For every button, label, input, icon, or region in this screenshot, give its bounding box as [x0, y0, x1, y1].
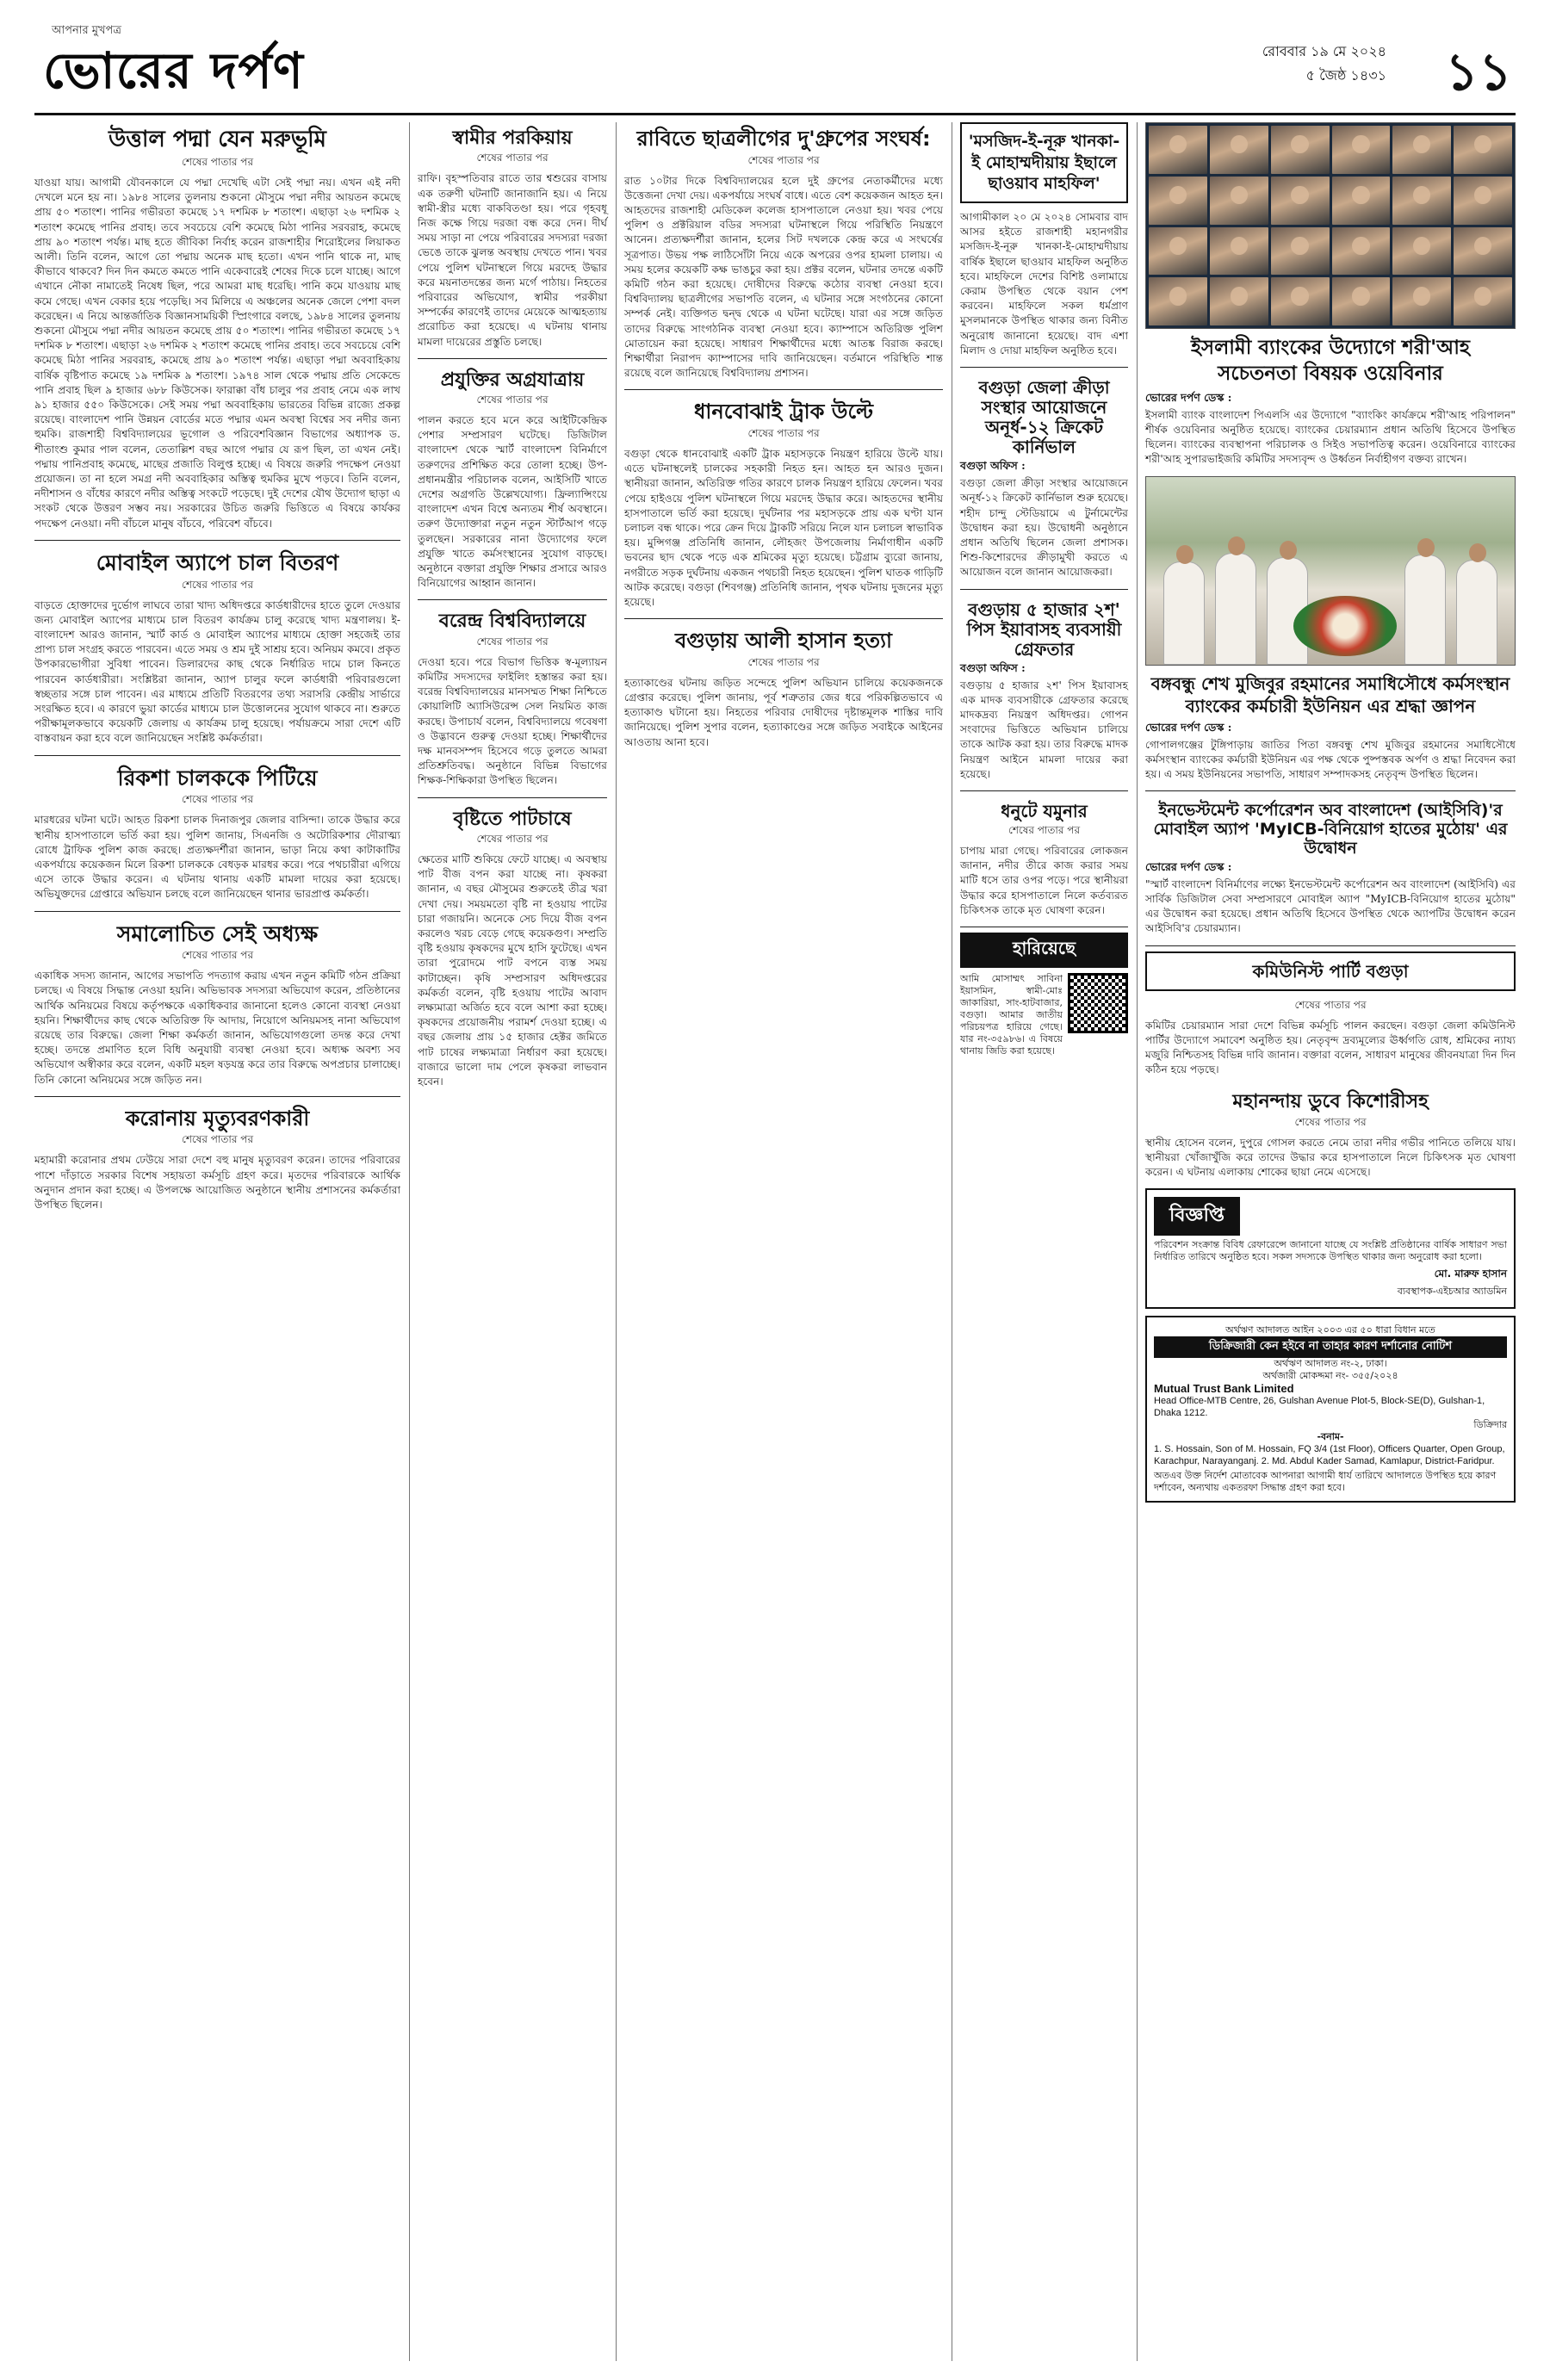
participant-thumbnail [1271, 126, 1330, 174]
day-date: রোববার ১৯ মে ২০২৪ [1262, 43, 1386, 59]
headline: প্রযুক্তির অগ্রযাত্রায় [440, 369, 585, 391]
participant-thumbnail [1332, 277, 1391, 325]
article-body: বগুড়ায় ৫ হাজার ২শ' পিস ইয়াবাসহ এক মাদক ব্যবসায়ীকে গ্রেফতার করেছে মাদকদ্রব্য নিয়ন্ত্রণ অধিদপ্তর। গোপন সংবাদের ভিত্তিতে অভিযান চালিয়ে তাকে আটক করা হয়। তার বিরুদ্ধে মাদক নিয়ন্ত্রণ আইনে মামলা দায়ের করা হয়েছে। [960, 679, 1128, 780]
headline: বগুড়ায় ৫ হাজার ২শ' পিস ইয়াবাসহ ব্যবসায়ী গ্রেফতার [966, 598, 1122, 660]
column-divider [409, 122, 410, 2361]
participant-thumbnail [1392, 277, 1451, 325]
headline: বগুড়ায় আলী হাসান হত্যা [675, 629, 892, 654]
article-body: রাত ১০টার দিকে বিশ্ববিদ্যালয়ের হলে দুই গ্রুপের নেতাকর্মীদের মধ্যে উত্তেজনা দেখা দেয়। একপর্যায়ে সংঘর্ষ বাধে। এতে বেশ কয়েকজন আহত হন। আহতদের রাজশাহী মেডিকেল কলেজ হাসপাতালে নেওয়া হয়। খবর পেয়ে পুলিশ ও প্রক্টরিয়াল বডির সদস্যরা ঘটনাস্থলে গিয়ে পরিস্থিতি নিয়ন্ত্রণে আনেন। প্রত্যক্ষদর্শীরা জানান, হলের সিট দখলকে কেন্দ্র করে এ সংঘর্ষের সূত্রপাত। উভয় পক্ষ লাঠিসোঁটা নিয়ে একে অপরের ওপর হামলা চালায়। এ সময় হলের কয়েকটি কক্ষ ভাঙচুর করা হয়। প্রক্টর বলেন, ঘটনার তদন্তে একটি কমিটি গঠন করা হয়েছে। দোষীদের বিরুদ্ধে কঠোর ব্যবস্থা নেওয়া হবে। বিশ্ববিদ্যালয় ছাত্রলীগের সভাপতি বলেন, এ ঘটনার সঙ্গে সংগঠনের কোনো সম্পর্ক নেই। ব্যক্তিগত দ্বন্দ্ব থেকে এ ঘটনা ঘটেছে। যারা এর সঙ্গে জড়িত তাদের বিরুদ্ধে সাংগঠনিক ব্যবস্থা নেওয়া হবে। ক্যাম্পাসে অতিরিক্ত পুলিশ মোতায়েন করা হয়েছে। সাধারণ শিক্ষার্থীদের মধ্যে আতঙ্ক বিরাজ করছে। শিক্ষার্থীরা নিরাপদ ক্যাম্পাসের দাবি জানিয়েছেন। বর্তমানে পরিস্থিতি শান্ত রয়েছে বলে জানিয়েছে বিশ্ববিদ্যালয় প্রশাসন। [624, 174, 943, 380]
participant-thumbnail [1149, 227, 1207, 276]
participant-thumbnail [1210, 227, 1268, 276]
article-body: রাফি। বৃহস্পতিবার রাতে তার শ্বশুরের বাসায় এক তরুণী ঘটনাটি জানাজানি হয়। এ নিয়ে স্বামী-স্ত্রীর মধ্যে বাকবিতণ্ডা হয়। পরে গৃহবধূ নিজ কক্ষে গিয়ে দরজা বন্ধ করে দেন। দীর্ঘ সময় সাড়া না পেয়ে পরিবারের সদস্যরা দরজা ভেঙে তাকে ঝুলন্ত অবস্থায় দেখতে পান। খবর পেয়ে পুলিশ ঘটনাস্থলে গিয়ে মরদেহ উদ্ধার করে ময়নাতদন্তের জন্য মর্গে পাঠায়। নিহতের পরিবারের অভিযোগ, স্বামীর পরকীয়া সম্পর্কের কারণেই তাদের মেয়েকে আত্মহত্যায় প্ররোচিত করা হয়েছে। এ ঘটনায় থানায় মামলা দায়েরের প্রস্তুতি চলছে। [418, 172, 607, 348]
defendant-details: 1. S. Hossain, Son of M. Hossain, FQ 3/4 (1st Floor), Officers Quarter, Open Group, Karachpur, Narayanganj. 2. Md. Abdul Kader Samad, Kamlapur, District-Faridpur. [1154, 1444, 1505, 1467]
notice-box [1145, 1188, 1516, 1309]
divider [34, 540, 400, 541]
headline: মহানন্দায় ডুবে কিশোরীসহ [1232, 1091, 1429, 1113]
story-mahananda [1145, 1086, 1516, 1180]
article-body: পালন করতে হবে মনে করে আইটিকেন্দ্রিক পেশার সম্প্রসারণ ঘটেছে। ডিজিটাল বাংলাদেশ থেকে স্মার্ট বাংলাদেশ বিনির্মাণে তরুণদের প্রশিক্ষিত করে তোলা হচ্ছে। উপ-প্রধানমন্ত্রীর পরিচালক বলেন, আইসিটি খাতে দেশের অগ্রগতি উল্লেখযোগ্য। ফ্রিল্যান্সিংয়ে বাংলাদেশ এখন বিশ্বে অন্যতম শীর্ষ অবস্থানে। তরুণ উদ্যোক্তারা নতুন নতুন স্টার্টআপ গড়ে তুলছেন। সরকারের নানা উদ্যোগের ফলে প্রযুক্তি খাতে কর্মসংস্থানের সুযোগ বাড়ছে। অনুষ্ঠানে বক্তারা প্রযুক্তি শিক্ষার প্রসারে আরও বিনিয়োগের আহ্বান জানান। [418, 414, 607, 590]
plaintiff-address: Head Office-MTB Centre, 26, Gulshan Avenue Plot-5, Block-SE(D), Gulshan-1, Dhaka 1212. [1154, 1396, 1485, 1419]
person-figure [1456, 560, 1497, 665]
divider [624, 389, 943, 390]
story-ali-hasan-murder [624, 624, 943, 750]
byline: ভোরের দর্পণ ডেস্ক : [1145, 720, 1232, 734]
story-technology [418, 364, 607, 592]
bangla-date: ৫ জৈষ্ঠ ১৪৩১ [1305, 67, 1386, 84]
byline: বগুড়া অফিস : [960, 660, 1026, 674]
continued-label: শেষের পাতার পর [181, 1133, 254, 1146]
column-4 [960, 122, 1128, 1057]
article-body: যাওয়া যায়। আগামী যৌবনকালে যে পদ্মা দেখেছি এটা সেই পদ্মা নয়। এখন এই নদী দেখলে মনে হয় না। ১৯৮৪ সালের তুলনায় শুকনো মৌসুমে পদ্মা নদীর আয়তন কমেছে প্রায় ৫০ শতাংশ। পানির গভীরতা কমেছে ১৭ দশমিক ৮ শতাংশ। এছাড়া ২৬ দশমিক ২ শতাংশ কমেছে পানির প্রবাহ। তবে সবচেয়ে বেশি কমেছে মিঠা পানির সরবরাহ, কমেছে প্রায় ৯০ শতাংশ পর্যন্ত। মাছ হতে জীবিকা নির্বাহ করেন রাজশাহীর শিরোইলের লিয়াকত আলী। তিনি বলেন, আগে তো পদ্মায় অনেক মাছ হতো। এখন পানি থাকে না, মাছ কীভাবে থাকবে? দিন দিন কমতে কমতে পানি একেবারেই শেষের দিকে চলে যাচ্ছে। আগে এখানে নৌকা নামাতেই নিষেধ ছিল, পরে আমরা মাছ ধরেছি। পানি কমে যাওয়ায় মাছ কমে গেছে। এখন বেকার হয়ে পড়েছি। সব মিলিয়ে এ অঞ্চলের অনেক জেলে পেশা বদল করেছেন। এ নিয়ে আন্তর্জাতিক বিজ্ঞানসাময়িকী স্প্রিংগারে বলছে, ১৯৮৪ সালের তুলনায় শুকনো মৌসুমে পদ্মা নদীর আয়তন কমেছে প্রায় ৫০ শতাংশ। পানির গভীরতা কমেছে ১৭ দশমিক ৮ শতাংশ। এছাড়া ২৬ দশমিক ২ শতাংশ কমেছে পানির প্রবাহ। তবে সবচেয়ে বেশি কমেছে মিঠা পানির সরবরাহ, কমেছে প্রায় ৯০ শতাংশ পর্যন্ত। এছাড়া পদ্মা অববাহিকায় বার্ষিক বৃষ্টিপাত কমেছে ১৯ দশমিক ৯ শতাংশ। ১৯৭৪ সাল থেকে পদ্মায় প্রতি সেকেন্ডে পানি প্রবাহ ছিল ৯ হাজার ৬৮৮ কিউসেক। ফারাক্কা বাঁধ চালুর পর প্রবাহ নেমে এক লাখ ৯১ হাজার ৫৫০ কিউসেকে। সেই সময় পদ্মা অববাহিকায় ভারতের বিভিন্ন রাজ্যে প্রকল্প রয়েছে। বাংলাদেশ পানি উন্নয়ন বোর্ডের মতে পদ্মার এমন অবস্থা বিশ্বের সব নদীর জন্য হুমকি। রাজশাহী বিশ্ববিদ্যালয়ের ভূগোল ও পরিবেশবিজ্ঞান বিভাগের অধ্যাপক ড. শীতাংশু কুমার পাল বলেন, তেতাল্লিশ বছর আগে পদ্মার যে রূপ ছিল, তা এখন নেই। পদ্মায় পানিপ্রবাহ কমেছে, মাছের প্রজাতি বিলুপ্ত হচ্ছে। এ বিষয়ে জরুরি পদক্ষেপ নেওয়া প্রয়োজন। তা না হলে সমগ্র নদী অববাহিকার অস্তিত্ব হুমকির মুখে পড়বে। তিনি বলেন, নদীশাসন ও বাঁধের কারণে নদীর অস্তিত্ব সংকটে পড়েছে। দুই দেশের যৌথ উদ্যোগ ছাড়া এ সংকট থেকে উত্তরণ সম্ভব নয়। সরকারের উচিত জরুরি ভিত্তিতে এ বিষয়ে কার্যকর পদক্ষেপ নেওয়া। নদী বাঁচলে মানুষ বাঁচবে, পরিবেশ বাঁচবে। [34, 176, 400, 530]
divider [34, 1096, 400, 1097]
article-body: "স্মার্ট বাংলাদেশ বিনির্মাণের লক্ষ্যে ইনভেস্টমেন্ট কর্পোরেশন অব বাংলাদেশ (আইসিবি) এর সার্বিক ডিজিটাল সেবা সম্প্রসারণে মোবাইল অ্যাপ "MyICB-বিনিয়োগ হাতের মুঠোয়" এর উদ্বোধন করা হয়েছে। প্রধান অতিথি হিসেবে উপস্থিত থেকে অ্যাপটির উদ্বোধন করেন আইসিবি'র চেয়ারম্যান। [1145, 877, 1516, 935]
headline-boxed: কমিউনিস্ট পার্টি বগুড়া [1145, 951, 1516, 991]
participant-thumbnail [1271, 277, 1330, 325]
legal-intro: অর্থঋণ আদালত আইন ২০০৩ এর ৫০ ধারা বিধান মতে [1225, 1324, 1435, 1336]
story-husband-affair [418, 122, 607, 350]
story-cricket-carnival [960, 373, 1128, 580]
masthead-tagline: আপনার মুখপত্র [52, 24, 121, 37]
headline: ধনুটে যমুনার [1001, 800, 1088, 821]
story-corona [34, 1102, 400, 1212]
plaintiff-role: ডিক্রিদার [1473, 1419, 1507, 1431]
continued-label: শেষের পাতার পর [1008, 823, 1081, 836]
continued-label: শেষের পাতার পর [181, 793, 254, 806]
article-body: দেওয়া হবে। পরে বিভাগ ভিত্তিক স্ব-মূল্যায়ন কমিটির সদস্যদের ফাইলিং হস্তান্তর করা হয়। বরেন্দ্র বিশ্ববিদ্যালয়ের মানসম্মত শিক্ষা নিশ্চিতে কোয়ালিটি অ্যাসিউরেন্স সেল নিয়মিত কাজ করছে। উপাচার্য বলেন, বিশ্ববিদ্যালয়ে গবেষণা ও উদ্ভাবনে গুরুত্ব দেওয়া হচ্ছে। শিক্ষার্থীদের দক্ষ মানবসম্পদ হিসেবে গড়ে তুলতে আমরা প্রতিশ্রুতিবদ্ধ। অনুষ্ঠানে বিভিন্ন বিভাগের শিক্ষক-শিক্ষিকারা উপস্থিত ছিলেন। [418, 655, 607, 787]
headline: ইনভেস্টমেন্ট কর্পোরেশন অব বাংলাদেশ (আইসিবি)'র মোবাইল অ্যাপ 'MyICB-বিনিয়োগ হাতের মুঠোয়' এর উদ্বোধন [1153, 801, 1508, 858]
story-padma [34, 122, 400, 531]
story-principal [34, 917, 400, 1088]
participant-thumbnail [1332, 177, 1391, 225]
column-divider [616, 122, 617, 2361]
headline-boxed: 'মসজিদ-ই-নূরু খানকা-ই মোহাম্মদীয়ায় ইছালে ছাওয়াব মাহফিল' [960, 122, 1128, 203]
date-block [1262, 40, 1386, 88]
divider [418, 358, 607, 359]
wreath-icon [1293, 596, 1397, 656]
story-icb-app [1145, 796, 1516, 936]
participant-thumbnail [1149, 277, 1207, 325]
plaintiff-name: Mutual Trust Bank Limited [1154, 1382, 1294, 1396]
participant-thumbnail [1210, 177, 1268, 225]
article-body: ইসলামী ব্যাংক বাংলাদেশ পিএলসি এর উদ্যোগে "ব্যাংকিং কার্যক্রমে শরী'আহ পরিপালন" শীর্ষক ওয়েবিনার অনুষ্ঠিত হয়েছে। ব্যাংকের চেয়ারম্যান প্রধান অতিথি হিসেবে উপস্থিত ছিলেন। ব্যাংকের ব্যবস্থাপনা পরিচালক ও সিইও সভাপতিত্ব করেন। ওয়েবিনারে ব্যাংকের শরী'আহ সুপারভাইজরি কমিটির সদস্যবৃন্দ ও উর্ধ্বতন নির্বাহীগণ বক্তব্য রাখেন। [1145, 408, 1516, 466]
column-2 [418, 122, 607, 1098]
qr-code-icon [1068, 973, 1128, 1033]
divider [34, 911, 400, 912]
headline: রিকশা চালককে পিটিয়ে [117, 765, 318, 790]
byline: ভোরের দর্পণ ডেস্ক : [1145, 390, 1232, 404]
continued-label: শেষের পাতার পর [476, 394, 549, 406]
article-body: চাপায় মারা গেছে। পরিবারের লোকজন জানান, নদীর তীরে কাজ করার সময় মাটি ধসে তার ওপর পড়ে। পরে স্থানীয়রা উদ্ধার করে হাসপাতালে নিলে কর্তব্যরত চিকিৎসক তাকে মৃত ঘোষণা করেন। [960, 844, 1128, 916]
article-body: ক্ষেতের মাটি শুকিয়ে ফেটে যাচ্ছে। এ অবস্থায় পাট বীজ বপন করা যাচ্ছে না। কৃষকরা জানান, এ বছর মৌসুমের শুরুতেই তীব্র খরা দেখা দেয়। সময়মতো বৃষ্টি না হওয়ায় পাটের চারা গজায়নি। অনেকে সেচ দিয়ে বীজ বপন করলেও খরচ বেড়ে গেছে কয়েকগুণ। সম্প্রতি বৃষ্টি হওয়ায় কৃষকদের মুখে হাসি ফুটেছে। এখন তারা পুরোদমে পাট বপনে ব্যস্ত সময় কাটাচ্ছেন। কৃষি সম্প্রসারণ অধিদপ্তরের কর্মকর্তা বলেন, বৃষ্টি হওয়ায় পাটের আবাদ লক্ষ্যমাত্রা অর্জিত হবে বলে আশা করা হচ্ছে। কৃষকদের প্রয়োজনীয় পরামর্শ দেওয়া হচ্ছে। এ বছর জেলায় প্রায় ১৫ হাজার হেক্টর জমিতে পাট চাষের লক্ষ্যমাত্রা নির্ধারণ করা হয়েছে। বাজারে ভালো দাম পেলে কৃষকরা লাভবান হবেন। [418, 852, 607, 1088]
participant-thumbnail [1454, 177, 1512, 225]
continued-label: শেষের পাতার পর [476, 635, 549, 648]
legal-title: ডিক্রিজারী কেন হইবে না তাহার কারণ দর্শানোর নোটিশ [1154, 1336, 1507, 1358]
participant-thumbnail [1149, 177, 1207, 225]
continued-label: শেষের পাতার পর [476, 832, 549, 845]
headline: মোবাইল অ্যাপে চাল বিতরণ [96, 549, 339, 575]
article-body: মহামারী করোনার প্রথম ঢেউয়ে সারা দেশে বহু মানুষ মৃত্যুবরণ করেন। তাদের পরিবারের পাশে দাঁড়াতে সরকার বিশেষ সহায়তা কর্মসূচি গ্রহণ করে। মৃতদের পরিবারকে আর্থিক অনুদান প্রদান করা হচ্ছে। এ উপলক্ষে আয়োজিত অনুষ্ঠানে স্থানীয় প্রশাসনের কর্মকর্তারা উপস্থিত ছিলেন। [34, 1154, 400, 1212]
lost-notice-body: আমি মোসাম্মৎ সাবিনা ইয়াসমিন, স্বামী-মোঃ জাকারিয়া, সাং-হাটবাজার, বগুড়া। আমার জাতীয় পরিচয়পত্র হারিয়ে গেছে। যার নং-৩৫৯৮৬। এ বিষয়ে থানায় জিডি করা হয়েছে। [960, 972, 1063, 1057]
participant-thumbnail [1332, 227, 1391, 276]
photo-caption-headline: বঙ্গবন্ধু শেখ মুজিবুর রহমানের সমাধিসৌধে কর্মসংস্থান ব্যাংকের কর্মচারী ইউনিয়ন এর শ্রদ্ধা জ্ঞাপন [1150, 672, 1510, 716]
headline: সমালোচিত সেই অধ্যক্ষ [116, 920, 319, 946]
story-karmasangsthan-bank [1145, 721, 1516, 783]
person-figure [1215, 553, 1256, 665]
lost-notice [960, 973, 1128, 1057]
divider [1145, 945, 1516, 946]
participant-thumbnail [1210, 126, 1268, 174]
continued-label: শেষের পাতার পর [1294, 1115, 1367, 1128]
participant-thumbnail [1454, 126, 1512, 174]
notice-signature: মো. মারুফ হাসান [1434, 1267, 1507, 1280]
story-mobile-app-rice [34, 546, 400, 747]
story-rickshaw [34, 761, 400, 902]
notice-body: পরিবেশন সংক্রান্ত বিবিধ রেফারেন্সে জানানো যাচ্ছে যে সংশ্লিষ্ট প্রতিষ্ঠানের বার্ষিক সাধারণ সভা নির্ধারিত তারিখে অনুষ্ঠিত হবে। সকল সদস্যকে উপস্থিত থাকার জন্য অনুরোধ করা হলো। [1154, 1239, 1507, 1263]
article-body: বাড়তে হোক্তাদের দুর্ভোগ লাঘবে তারা খাদ্য অধিদপ্তরে কার্ডধারীদের হাতে তুলে দেওয়ার জন্য মোবাইল অ্যাপের মাধ্যমে চাল বিতরণ কার্যক্রম চালু করেছে খাদ্য মন্ত্রণালয়। ই-বাংলাদেশ আরও জানান, স্মার্ট কার্ড ও মোবাইল অ্যাপের মাধ্যমে হোক্তা সহজেই তার প্রাপ্য চাল সংগ্রহ করতে পারবেন। এতে সময় ও শ্রম দুই সাশ্রয় হবে। অনিয়ম কমবে। প্রকৃত উপকারভোগীরা সুবিধা পাবেন। ডিলারদের কাছ থেকে নির্ধারিত দামে চাল কিনতে পারবেন কার্ডধারীরা। সংশ্লিষ্টরা জানান, অ্যাপ চালুর ফলে কার্ডধারী পরিবারগুলো স্বচ্ছতার সঙ্গে চাল পাবেন। এর মাধ্যমে প্রতিটি বিতরণের তথ্য সরাসরি কেন্দ্রীয় সার্ভারে সংরক্ষিত হবে। এ কারণে ভুয়া কার্ডের মাধ্যমে চাল উত্তোলনের সুযোগ থাকবে না। শুরুতে পরীক্ষামূলকভাবে কয়েকটি জেলায় এ কার্যক্রম চালু হয়েছে। পর্যায়ক্রমে সারা দেশে এটি বাস্তবায়ন করা হবে বলে জানিয়েছেন সংশ্লিষ্ট কর্মকর্তারা। [34, 598, 400, 745]
participant-thumbnail [1332, 126, 1391, 174]
story-yaba-arrest [960, 595, 1128, 782]
legal-case: অর্থজারী মোকদ্দমা নং- ৩৫৫/২০২৪ [1262, 1370, 1398, 1382]
tribute-photo [1145, 476, 1516, 666]
divider [1145, 790, 1516, 791]
legal-notice-box [1145, 1316, 1516, 1503]
continued-label: শেষের পাতার পর [181, 578, 254, 591]
story-rice-truck [624, 395, 943, 610]
article-body: বগুড়া জেলা ক্রীড়া সংস্থার আয়োজনে অনূর্ধ-১২ ক্রিকেট কার্নিভাল শুরু হয়েছে। শহীদ চান্দু স্টেডিয়ামে এ টুর্নামেন্টের উদ্বোধন করা হয়। উদ্বোধনী অনুষ্ঠানে প্রধান অতিথি ছিলেন জেলা প্রশাসক। শিশু-কিশোরদের ক্রীড়ামুখী করতে এ আয়োজন বলে জানান আয়োজকরা। [960, 477, 1128, 579]
headline: স্বামীর পরকিয়ায় [452, 127, 573, 149]
headline: ধানবোঝাই ট্রাক উল্টে [693, 400, 874, 425]
divider [960, 790, 1128, 791]
story-jute-rain [418, 803, 607, 1090]
newspaper-logo: ভোরের দর্পণ [43, 41, 304, 100]
person-figure [1163, 561, 1205, 665]
story-communist-party [1145, 951, 1516, 1078]
article-body: স্থানীয় হোসেন বলেন, দুপুরে গোসল করতে নেমে তারা নদীর গভীর পানিতে তলিয়ে যায়। স্থানীয়রা খোঁজাখুঁজি করে তাদের উদ্ধার করে হাসপাতালে নিলে চিকিৎসক মৃত ঘোষণা করেন। এ ঘটনায় এলাকায় শোকের ছায়া নেমে এসেছে। [1145, 1136, 1516, 1179]
participant-thumbnail [1392, 126, 1451, 174]
divider [34, 755, 400, 756]
article-body: মারধরের ঘটনা ঘটে। আহত রিকশা চালক দিনাজপুর জেলার বাসিন্দা। তাকে উদ্ধার করে স্থানীয় হাসপাতালে ভর্তি করা হয়। পুলিশ জানায়, সিএনজি ও অটোরিকশার দৌরাত্ম্য রোধে ট্রাফিক পুলিশ কাজ করছে। প্রত্যক্ষদর্শীরা জানান, ভাড়া নিয়ে কথা কাটাকাটির একপর্যায়ে কয়েকজন মিলে রিকশা চালককে বেধড়ক মারধর করে। পরে পথচারীরা এগিয়ে এসে তাকে উদ্ধার করেন। এ ঘটনায় থানায় একটি মামলা দায়ের করা হয়েছে। অভিযুক্তদের গ্রেপ্তারে অভিযান চলছে বলে জানিয়েছেন থানার ভারপ্রাপ্ত কর্মকর্তা। [34, 814, 400, 901]
column-3 [624, 122, 943, 759]
participant-thumbnail [1392, 177, 1451, 225]
participant-thumbnail [1454, 227, 1512, 276]
participant-thumbnail [1454, 277, 1512, 325]
story-barendra-university [418, 605, 607, 788]
byline: বগুড়া অফিস : [960, 459, 1026, 473]
headline: উত্তাল পদ্মা যেন মরুভূমি [108, 127, 326, 152]
column-divider [1137, 122, 1138, 2361]
byline: ভোরের দর্পণ ডেস্ক : [1145, 859, 1232, 873]
photo-caption-headline: ইসলামী ব্যাংকের উদ্যোগে শরী'আহ সচেতনতা বিষয়ক ওয়েবিনার [1190, 337, 1471, 385]
column-5 [1145, 122, 1516, 1503]
continued-label: শেষের পাতার পর [747, 427, 820, 440]
participant-thumbnail [1149, 126, 1207, 174]
story-rabi-clash [624, 122, 943, 381]
headline: রাবিতে ছাত্রলীগের দু'গ্রুপের সংঘর্ষ: [636, 127, 931, 151]
participant-thumbnail [1271, 177, 1330, 225]
notice-signature-title: ব্যবস্থাপক-এইচআর অ্যাডমিন [1397, 1286, 1507, 1298]
legal-footer: অতএব উক্ত নির্দেশ মোতাবেক আপনারা আগামী ধার্য তারিখে আদালতে উপস্থিত হয়ে কারণ দর্শাবেন, অন্যথায় একতরফা সিদ্ধান্ত গ্রহণ করা হবে। [1154, 1470, 1497, 1494]
continued-label: শেষের পাতার পর [181, 949, 254, 962]
story-dhunat-jamuna [960, 796, 1128, 918]
divider [960, 589, 1128, 590]
article-body: গোপালগঞ্জের টুঙ্গিপাড়ায় জাতির পিতা বঙ্গবন্ধু শেখ মুজিবুর রহমানের সমাধিসৌধে কর্মসংস্থান ব্যাংকের কর্মচারী ইউনিয়ন এর পক্ষ থেকে পুষ্পস্তবক অর্পণ ও শ্রদ্ধা নিবেদন করা হয়। এ সময় ইউনিয়নের সভাপতি, সাধারণ সম্পাদকসহ নেতৃবৃন্দ উপস্থিত ছিলেন। [1145, 738, 1516, 780]
continued-label: শেষের পাতার পর [181, 155, 254, 168]
article-body: বগুড়া থেকে ধানবোঝাই একটি ট্রাক মহাসড়কে নিয়ন্ত্রণ হারিয়ে উল্টে যায়। এতে ঘটনাস্থলেই চালকের সহকারী নিহত হন। আহত হন আরও দুজন। স্থানীয়রা জানান, অতিরিক্ত গতির কারণে চালক নিয়ন্ত্রণ হারিয়ে ফেলেন। খবর পেয়ে হাইওয়ে পুলিশ ঘটনাস্থলে গিয়ে মরদেহ উদ্ধার করে। আহতদের স্থানীয় হাসপাতালে ভর্তি করা হয়েছে। দুর্ঘটনার পর মহাসড়কে প্রায় এক ঘণ্টা যান চলাচল বন্ধ থাকে। পরে ক্রেন দিয়ে ট্রাকটি সরিয়ে নিলে যান চলাচল স্বাভাবিক হয়। মুন্সিগঞ্জ প্রতিনিধি জানান, লৌহজং উপজেলায় নির্মাণাধীন একটি ভবনের ছাদ থেকে পড়ে এক শ্রমিকের মৃত্যু হয়েছে। চট্টগ্রাম ব্যুরো জানায়, নগরীতে সড়ক দুর্ঘটনায় একজন পথচারী নিহত হয়েছেন। পুলিশ ঘাতক গাড়িটি আটক করেছে। বগুড়া (শিবগঞ্জ) প্রতিনিধি জানান, পৃথক ঘটনায় দুজনের মৃত্যু হয়েছে। [624, 448, 943, 609]
versus-label: -বনাম- [1317, 1431, 1344, 1443]
article-body: হত্যাকাণ্ডের ঘটনায় জড়িত সন্দেহে পুলিশ অভিযান চালিয়ে কয়েকজনকে গ্রেপ্তার করেছে। পুলিশ জানায়, পূর্ব শত্রুতার জের ধরে পরিকল্পিতভাবে এ হত্যাকাণ্ড ঘটানো হয়। নিহতের পরিবার দোষীদের দৃষ্টান্তমূলক শাস্তির দাবি জানিয়েছে। পুলিশ সুপার বলেন, হত্যাকাণ্ডের সঙ্গে জড়িত সবাইকে আইনের আওতায় আনা হবে। [624, 676, 943, 748]
masthead [34, 21, 1516, 115]
webinar-photo [1145, 122, 1516, 329]
article-body: আগামীকাল ২০ মে ২০২৪ সোমবার বাদ আসর হইতে রাজশাহী মহানগরীর মসজিদ-ই-নূরু খানকা-ই-মোহাম্মদীয়ায় বার্ষিক ইছালে ছাওয়াব মাহফিল অনুষ্ঠিত হবে। মাহফিলে দেশের বিশিষ্ট ওলামায়ে কেরাম উপস্থিত থেকে বয়ান পেশ করবেন। মাহফিলে সকল ধর্মপ্রাণ মুসলমানকে উপস্থিত থাকার জন্য বিনীত অনুরোধ জানানো হয়েছে। বাদ এশা মিলাদ ও দোয়া মাহফিল অনুষ্ঠিত হবে। [960, 211, 1128, 356]
lost-notice-title: হারিয়েছে [960, 933, 1128, 968]
headline: বৃষ্টিতে পাটচাষে [453, 808, 572, 830]
participant-thumbnail [1271, 227, 1330, 276]
legal-court: অর্থঋণ আদালত নং-২, ঢাকা। [1274, 1358, 1387, 1370]
continued-label: শেষের পাতার পর [747, 655, 820, 668]
story-islami-bank [1145, 391, 1516, 468]
article-body: কমিটির চেয়ারম্যান সারা দেশে বিভিন্ন কর্মসূচি পালন করছেন। বগুড়া জেলা কমিউনিস্ট পার্টির উদ্যোগে সমাবেশ অনুষ্ঠিত হয়। নেতৃবৃন্দ দ্রব্যমূল্যের ঊর্ধ্বগতি রোধ, শ্রমিকের ন্যায্য মজুরি নিশ্চিতসহ বিভিন্ন দাবি জানান। বক্তারা বলেন, সাধারণ মানুষের জীবনযাত্রা দিন দিন কঠিন হয়ে পড়ছে। [1145, 1019, 1516, 1076]
article-body: একাধিক সদস্য জানান, আগের সভাপতি পদত্যাগ করায় এখন নতুন কমিটি গঠন প্রক্রিয়া চলছে। এ বিষয়ে সিদ্ধান্ত নেওয়া হয়নি। অভিভাবক সদস্যরা অভিযোগ করেন, প্রতিষ্ঠানের আর্থিক অনিয়মের বিষয়ে কর্তৃপক্ষকে একাধিকবার জানানো হলেও কোনো ব্যবস্থা নেওয়া হয়নি। শিক্ষার্থীদের কাছ থেকে অতিরিক্ত ফি আদায়, নিয়োগে অনিয়মসহ নানা অভিযোগ রয়েছে তার বিরুদ্ধে। জেলা শিক্ষা কর্মকর্তা জানান, অভিযোগগুলো তদন্ত করে দেখা হচ্ছে। তদন্তে প্রমাণিত হলে বিধি অনুযায়ী ব্যবস্থা নেওয়া হবে। অধ্যক্ষ অবশ্য সব অভিযোগ অস্বীকার করে বলেন, একটি মহল ষড়যন্ত্র করে তার বিরুদ্ধে অপপ্রচার চালাচ্ছে। তিনি কোনো অনিয়মের সঙ্গে জড়িত নন। [34, 970, 400, 1086]
person-figure [1404, 555, 1446, 665]
story-mahfil [960, 210, 1128, 358]
divider [960, 367, 1128, 368]
participant-thumbnail [1392, 227, 1451, 276]
participant-thumbnail [1210, 277, 1268, 325]
headline: বরেন্দ্র বিশ্ববিদ্যালয়ে [438, 610, 586, 633]
continued-label: শেষের পাতার পর [1294, 998, 1367, 1011]
divider [624, 618, 943, 619]
page-number: ১১ [1445, 42, 1512, 102]
divider [418, 797, 607, 798]
headline: বগুড়া জেলা ক্রীড়া সংস্থার আয়োজনে অনূর্ধ-১২ ক্রিকেট কার্নিভাল [978, 377, 1110, 458]
divider [418, 599, 607, 600]
continued-label: শেষের পাতার পর [476, 152, 549, 164]
continued-label: শেষের পাতার পর [747, 153, 820, 166]
headline: করোনায় মৃত্যুবরণকারী [125, 1106, 310, 1131]
column-1 [34, 122, 400, 1221]
notice-title: বিজ্ঞপ্তি [1154, 1197, 1240, 1236]
